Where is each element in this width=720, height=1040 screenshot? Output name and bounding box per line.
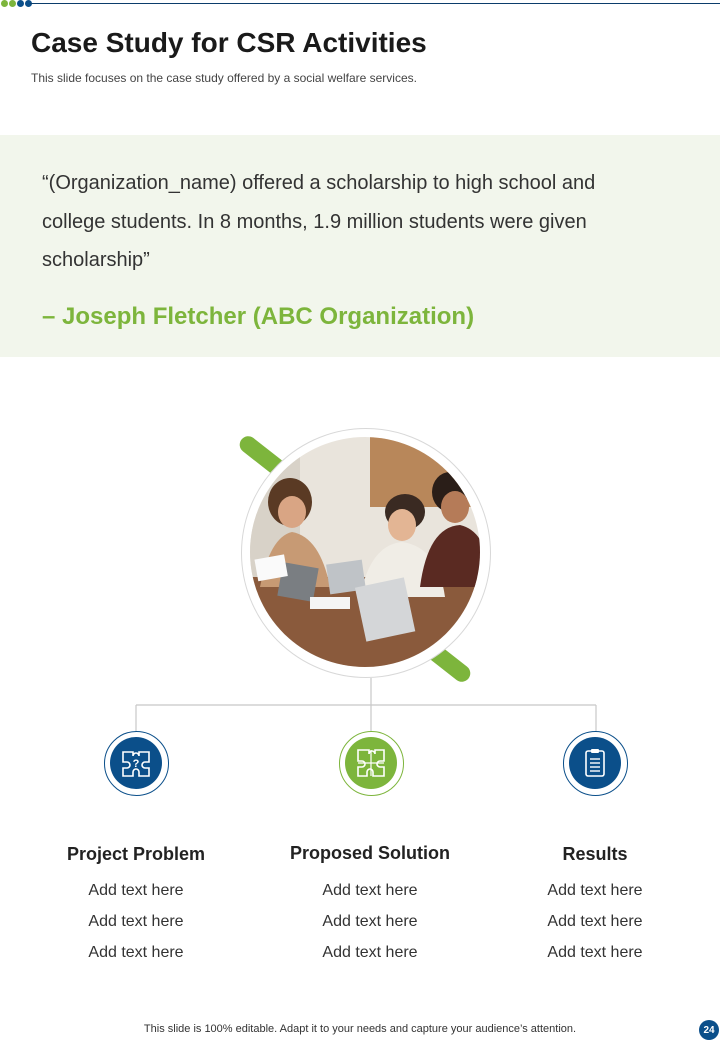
slide-title: Case Study for CSR Activities xyxy=(31,27,427,58)
proposed-solution-icon-badge xyxy=(339,731,404,796)
column-item: Add text here xyxy=(88,913,184,930)
quote-text: “(Organization_name) offered a scholarship to high school and college students. In 8 months, 1.9 million students were given scholarship” xyxy=(42,172,596,271)
column-item: Add text here xyxy=(322,882,418,899)
quote-author: – Joseph Fletcher (ABC Organization) xyxy=(42,303,475,330)
page-number-badge: 24 xyxy=(699,1020,719,1040)
svg-text:?: ? xyxy=(132,758,140,770)
clipboard-icon xyxy=(578,746,612,780)
team-photo xyxy=(250,437,480,667)
column-title-results: Results xyxy=(562,844,628,864)
accent-dot xyxy=(1,0,8,7)
column-item: Add text here xyxy=(322,944,418,961)
slide-subtitle: This slide focuses on the case study offered by a social welfare services. xyxy=(31,71,417,85)
column-item: Add text here xyxy=(88,944,184,961)
top-accent-bar xyxy=(0,0,720,8)
accent-dot xyxy=(17,0,24,7)
header-rule xyxy=(30,3,720,4)
column-item: Add text here xyxy=(547,882,643,899)
accent-dots xyxy=(1,0,32,7)
project-problem-icon-badge xyxy=(104,731,169,796)
column-item: Add text here xyxy=(547,944,643,961)
results-icon-badge xyxy=(563,731,628,796)
column-item: Add text here xyxy=(88,882,184,899)
accent-dot xyxy=(9,0,16,7)
column-title-project-problem: Project Problem xyxy=(66,844,206,864)
footer-note: This slide is 100% editable. Adapt it to your needs and capture your audience’s attention. xyxy=(143,1023,577,1035)
puzzle-question-icon xyxy=(119,746,153,780)
column-item: Add text here xyxy=(547,913,643,930)
column-title-proposed-solution: Proposed Solution xyxy=(290,843,450,863)
column-item: Add text here xyxy=(322,913,418,930)
puzzle-icon xyxy=(354,746,388,780)
